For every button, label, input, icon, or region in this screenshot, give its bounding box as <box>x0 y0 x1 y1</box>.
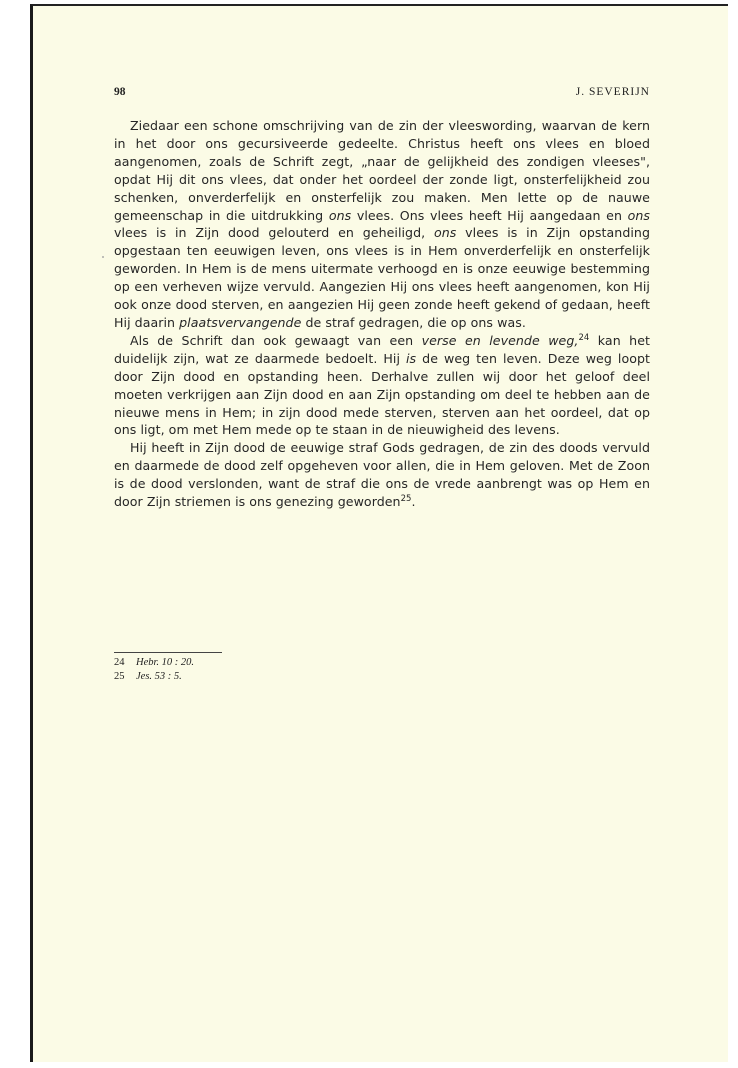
text-run: kan het duidelijk zijn, wat ze daarmede bedoelt. Hij <box>114 332 650 366</box>
paper-speck <box>102 256 104 258</box>
main-text <box>114 117 650 511</box>
text-run: . <box>411 494 416 510</box>
text-run: Hij heeft in Zijn dood de eeuwige straf Gods gedragen, de zin des doods vervuld en daarmede de dood zelf opgeheven voor allen, die in Hem geloven. Met de Zoon is de dood verslonden, want de straf die ons de vrede aanbrengt was op Hem en door Zijn striemen is ons genezing geworden <box>114 440 650 510</box>
footnote-marker: 25 <box>400 494 412 505</box>
emphasis: plaatsvervangende <box>179 314 302 330</box>
text-run: Ziedaar een schone omschrijving van de zin der vleeswording, waarvan de kern in het door ons gecursiveerde gedeelte. Christus heeft ons vlees en bloed aangenomen, zoals de Schrift zegt, „naar de gelijkheid des zondigen vleeses", opdat Hij dit ons vlees, dat onder het oordeel der zonde ligt, onsterfelijkheid zou schenken, onverderfelijk en onsterfelijk zou maken. Men lette op de nauwe gemeenschap in die uitdrukking <box>114 118 650 223</box>
text-run: vlees is in Zijn dood gelouterd en geheiligd, <box>114 225 434 241</box>
running-head-author: J. SEVERIJN <box>575 86 650 98</box>
text-run: vlees. Ons vlees heeft Hij aangedaan en <box>351 207 628 223</box>
footnote-number: 25 <box>114 671 125 682</box>
footnote <box>114 670 194 684</box>
footnote-reference: Jes. 53 : 5. <box>136 671 182 682</box>
emphasis: verse en levende weg, <box>421 332 579 348</box>
paragraph-2 <box>114 332 650 439</box>
footnote <box>114 656 194 670</box>
emphasis: ons <box>328 207 352 223</box>
paragraph-3 <box>114 439 650 511</box>
text-run: de weg ten leven. Deze weg loopt door Zijn dood en opstanding heen. Derhalve zullen wij door het geloof deel moeten verkrijgen aan Zijn dood en aan Zijn opstanding om deel te hebben aan de nieuwe mens in Hem; in zijn dood mede sterven, sterven aan het oordeel, dat op ons ligt, om met Hem mede op te staan in de nieuwigheid des levens. <box>114 350 650 438</box>
text-run: de straf gedragen, die op ons was. <box>301 314 526 330</box>
text-run: vlees is in Zijn opstanding opgestaan ten eeuwigen leven, ons vlees is in Hem onverderfelijk en onsterfelijk geworden. In Hem is de mens uitermate verhoogd en is onze eeuwige bestemming op een verheven wijze vervuld. Aangezien Hij ons vlees heeft aangenomen, kon Hij ook onze dood sterven, en aangezien Hij geen zonde heeft gekend of gedaan, heeft Hij daarin <box>114 225 650 330</box>
text-run: Als de Schrift dan ook gewaagt van een <box>130 332 422 348</box>
footnotes <box>114 656 194 684</box>
emphasis: ons <box>433 225 457 241</box>
emphasis: ons <box>627 207 650 223</box>
footnote-marker: 24 <box>578 332 590 343</box>
emphasis: is <box>406 350 417 366</box>
footnote-number: 24 <box>114 657 125 668</box>
footnote-reference: Hebr. 10 : 20. <box>136 657 195 668</box>
footnote-rule <box>114 652 222 653</box>
page-number: 98 <box>114 86 126 98</box>
paragraph-1 <box>114 117 650 332</box>
